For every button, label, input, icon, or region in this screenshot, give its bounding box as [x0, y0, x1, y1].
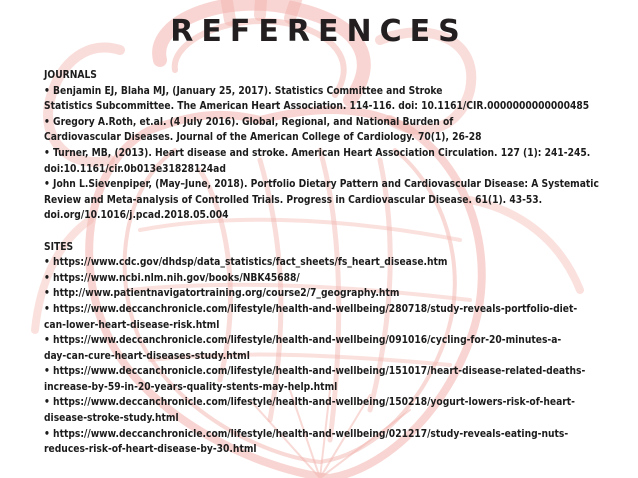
site-link[interactable]: • https://www.ncbi.nlm.nih.gov/books/NBK45688/ — [44, 272, 300, 284]
section-spacer — [44, 224, 604, 240]
site-link[interactable]: • https://www.deccanchronicle.com/lifestyle/health-and-wellbeing/091016/cycling-for-20-minutes-a- day-can-cure-heart-diseases-study.html — [44, 335, 562, 362]
site-link[interactable]: • https://www.deccanchronicle.com/lifestyle/health-and-wellbeing/150218/yogurt-lowers-risk-of-heart- disease-stroke-study.html — [44, 397, 575, 425]
journals-heading: JOURNALS — [44, 70, 97, 81]
site-link[interactable]: • https://www.deccanchronicle.com/lifestyle/health-and-wellbeing/021217/study-reveals-eating-nuts- reduces-risk-of-heart-disease-by-30.html — [44, 428, 569, 456]
journal-entry: • Gregory A.Roth, et.al. (4 July 2016). Global, Regional, and National Burden of Cardiovascular Diseases. Journal of the American College of Cardiology. 70(1), 26-28 — [44, 116, 482, 144]
journal-entry: • Turner, MB, (2013). Heart disease and stroke. American Heart Association Circulation. 127 (1): 241-245. doi:10.1161/cir.0b013e31828124ad — [44, 147, 591, 175]
site-link[interactable]: • https://www.cdc.gov/dhdsp/data_statistics/fact_sheets/fs_heart_disease.htm — [44, 257, 448, 269]
journal-entry: • John L.Sievenpiper, (May–June, 2018). Portfolio Dietary Pattern and Cardiovascular Disease: A Systematic Review and Meta-analysis of Controlled Trials. Progress in Cardiovascular Disease. 61(1). 43-53. doi.org/10.1016/j.pcad.2018.05.004 — [44, 179, 599, 222]
references-content — [44, 68, 604, 458]
site-link[interactable]: • http://www.patientnavigatortraining.org/course2/7_geography.htm — [44, 288, 400, 300]
site-link[interactable]: • https://www.deccanchronicle.com/lifestyle/health-and-wellbeing/151017/heart-disease-related-deaths- increase-by-59-in-20-years-quality-stents-may-help.html — [44, 366, 586, 393]
journal-entry: • Benjamin EJ, Blaha MJ, (January 25, 2017). Statistics Committee and Stroke Statistics Subcommittee. The American Heart Association. 114-116. doi: 10.1161/CIR.0000000000000485 — [44, 85, 590, 113]
page-title: REFERENCES — [170, 14, 468, 49]
sites-heading: SITES — [44, 241, 74, 253]
site-link[interactable]: • https://www.deccanchronicle.com/lifestyle/health-and-wellbeing/280718/study-reveals-portfolio-diet- can-lower-heart-disease-risk.html — [44, 303, 578, 331]
